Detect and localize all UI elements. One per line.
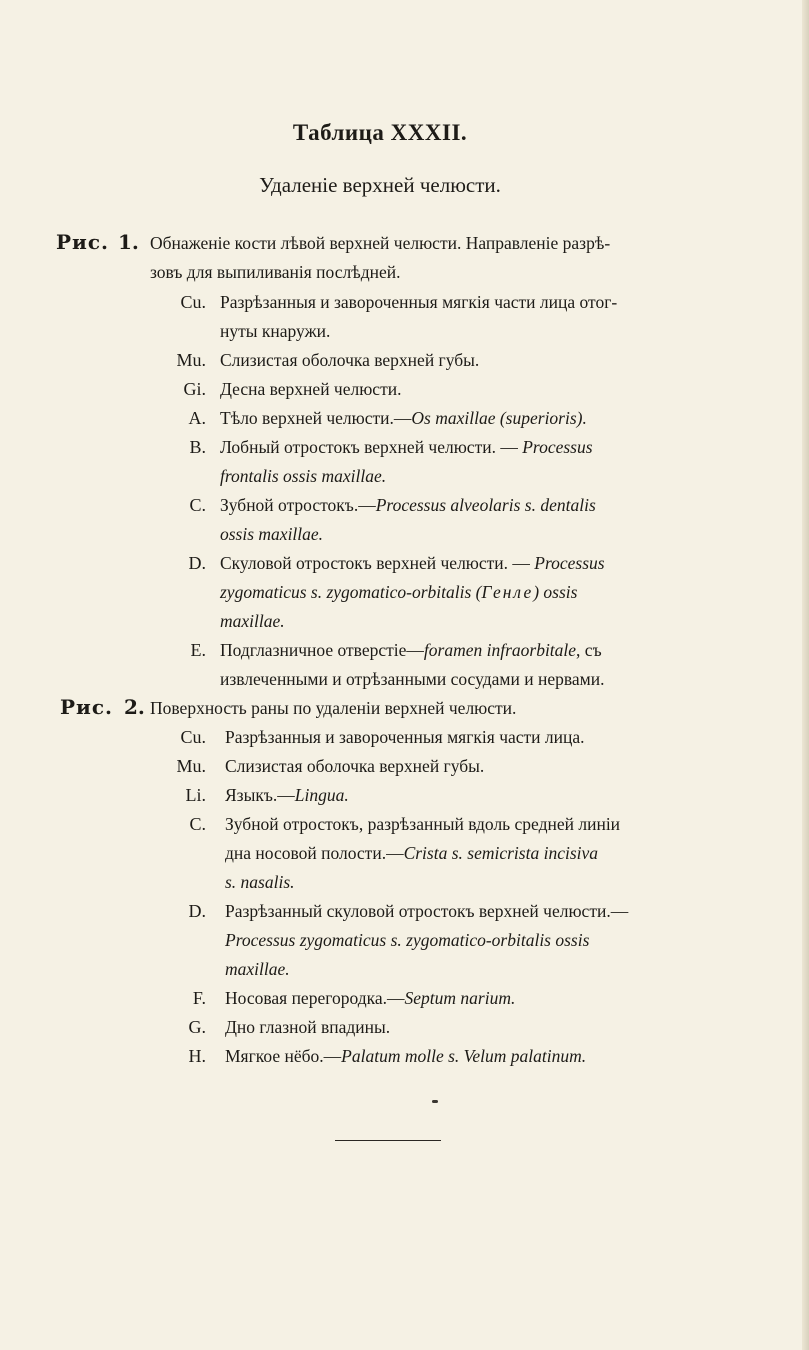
- fig2-label: Рис.: [60, 695, 114, 719]
- fig1-d-latin3: maxillae.: [220, 611, 285, 631]
- fig1-c-entry: [220, 491, 596, 520]
- fig1-mu-code: Mu.: [176, 350, 206, 370]
- fig1-caption-line2: зовъ для выпиливанія послѣдней.: [150, 262, 401, 282]
- end-rule: [335, 1140, 441, 1141]
- fig1-e-code: E.: [190, 640, 206, 660]
- fig2-li-code: Li.: [185, 785, 206, 805]
- fig1-c-code: C.: [189, 495, 206, 515]
- fig2-c-latin2: s. nasalis.: [225, 872, 295, 892]
- fig2-c-code: C.: [189, 814, 206, 834]
- fig1-mu-text: Слизистая оболочка верхней губы.: [220, 350, 480, 370]
- fig1-d-code: D.: [188, 553, 206, 573]
- fig2-f-latin: Septum narium.: [404, 988, 516, 1008]
- ink-speck: [432, 1100, 438, 1103]
- page-subtitle: Удаленіе верхней челюсти.: [259, 173, 501, 197]
- fig1-cu-text2: нуты кнаружи.: [220, 321, 331, 341]
- fig2-mu-code: Mu.: [176, 756, 206, 776]
- fig2-cu-text: Разрѣзанныя и завороченныя мягкія части лица.: [225, 727, 585, 747]
- fig1-c-latin2: ossis maxillae.: [220, 524, 324, 544]
- fig2-h-code: H.: [188, 1046, 206, 1066]
- fig1-a-entry: [220, 404, 587, 433]
- fig2-g-code: G.: [188, 1017, 206, 1037]
- fig1-e-text-line2: извлеченными и отрѣзанными сосудами и нервами.: [220, 669, 605, 689]
- fig1-e-latin: foramen infraorbitale: [423, 640, 577, 660]
- fig1-b-code: B.: [189, 437, 206, 457]
- fig2-caption-line1: Поверхность раны по удаленіи верхней челюсти.: [150, 698, 517, 718]
- fig1-label: Рис.: [56, 230, 110, 254]
- fig2-c-latin: Crista s. semicrista incisiva: [403, 843, 599, 863]
- fig2-number: 2.: [124, 695, 145, 719]
- fig1-d-genle: Генле: [481, 582, 534, 602]
- fig1-b-latin2: frontalis ossis maxillae.: [220, 466, 387, 486]
- fig2-c-text1: Зубной отростокъ, разрѣзанный вдоль средней линіи: [225, 814, 621, 834]
- fig1-cu-code: Cu.: [180, 292, 206, 312]
- fig2-mu-text: Слизистая оболочка верхней губы.: [225, 756, 485, 776]
- fig2-li-entry: [225, 781, 349, 810]
- fig1-gi-code: Gi.: [183, 379, 206, 399]
- fig2-h-text: Мягкое нёбо.—: [225, 1046, 342, 1066]
- fig1-d-latin2b: ) ossis: [533, 582, 578, 602]
- fig1-d-entry: [220, 549, 605, 578]
- fig1-e-text2: , съ: [576, 640, 602, 660]
- fig1-d-latin2a: zygomaticus s. zygomatico-orbitalis (: [220, 582, 482, 602]
- fig1-c-latin: Processus alveolaris s. dentalis: [375, 495, 596, 515]
- fig1-cu-text1: Разрѣзанныя и завороченныя мягкія части лица отог-: [220, 292, 618, 312]
- fig2-f-entry: [225, 984, 515, 1013]
- fig1-number: 1.: [118, 230, 139, 254]
- fig2-d-latin2: maxillae.: [225, 959, 290, 979]
- fig1-c-text: Зубной отростокъ.—: [220, 495, 376, 515]
- fig2-g-text: Дно глазной впадины.: [225, 1017, 391, 1037]
- fig2-d-text1: Разрѣзанный скуловой отростокъ верхней челюсти.—: [225, 901, 629, 921]
- fig1-d-text: Скуловой отростокъ верхней челюсти. —: [220, 553, 535, 573]
- fig1-d-line2: [220, 578, 577, 607]
- fig2-cu-code: Cu.: [180, 727, 206, 747]
- fig1-a-latin: Os maxillae (superioris).: [411, 408, 587, 428]
- fig2-c-text: дна носовой полости.—: [225, 843, 404, 863]
- page-edge: [802, 0, 809, 1350]
- fig1-b-latin: Processus: [522, 437, 593, 457]
- fig2-li-latin: Lingua.: [294, 785, 349, 805]
- page-title: Таблица XXXII.: [292, 120, 468, 145]
- fig2-h-latin: Palatum molle s. Velum palatinum.: [341, 1046, 587, 1066]
- fig1-e-entry: [220, 636, 602, 665]
- fig1-a-code: A.: [188, 408, 206, 428]
- fig2-d-latin: Processus zygomaticus s. zygomatico-orbitalis ossis: [225, 930, 590, 950]
- fig2-li-text: Языкъ.—: [225, 785, 295, 805]
- fig2-h-entry: [225, 1042, 586, 1071]
- fig2-d-code: D.: [188, 901, 206, 921]
- fig1-e-text: Подглазничное отверстіе—: [220, 640, 424, 660]
- fig1-gi-text: Десна верхней челюсти.: [220, 379, 402, 399]
- fig1-b-entry: [220, 433, 593, 462]
- fig1-b-text: Лобный отростокъ верхней челюсти. —: [220, 437, 523, 457]
- fig2-c-entry: [225, 839, 598, 868]
- fig1-d-latin: Processus: [534, 553, 605, 573]
- fig1-a-text: Тѣло верхней челюсти.—: [220, 408, 412, 428]
- fig2-f-code: F.: [192, 988, 206, 1008]
- fig2-f-text: Носовая перегородка.—: [225, 988, 405, 1008]
- fig1-caption-line1: Обнаженіе кости лѣвой верхней челюсти. Направленіе разрѣ-: [150, 233, 611, 253]
